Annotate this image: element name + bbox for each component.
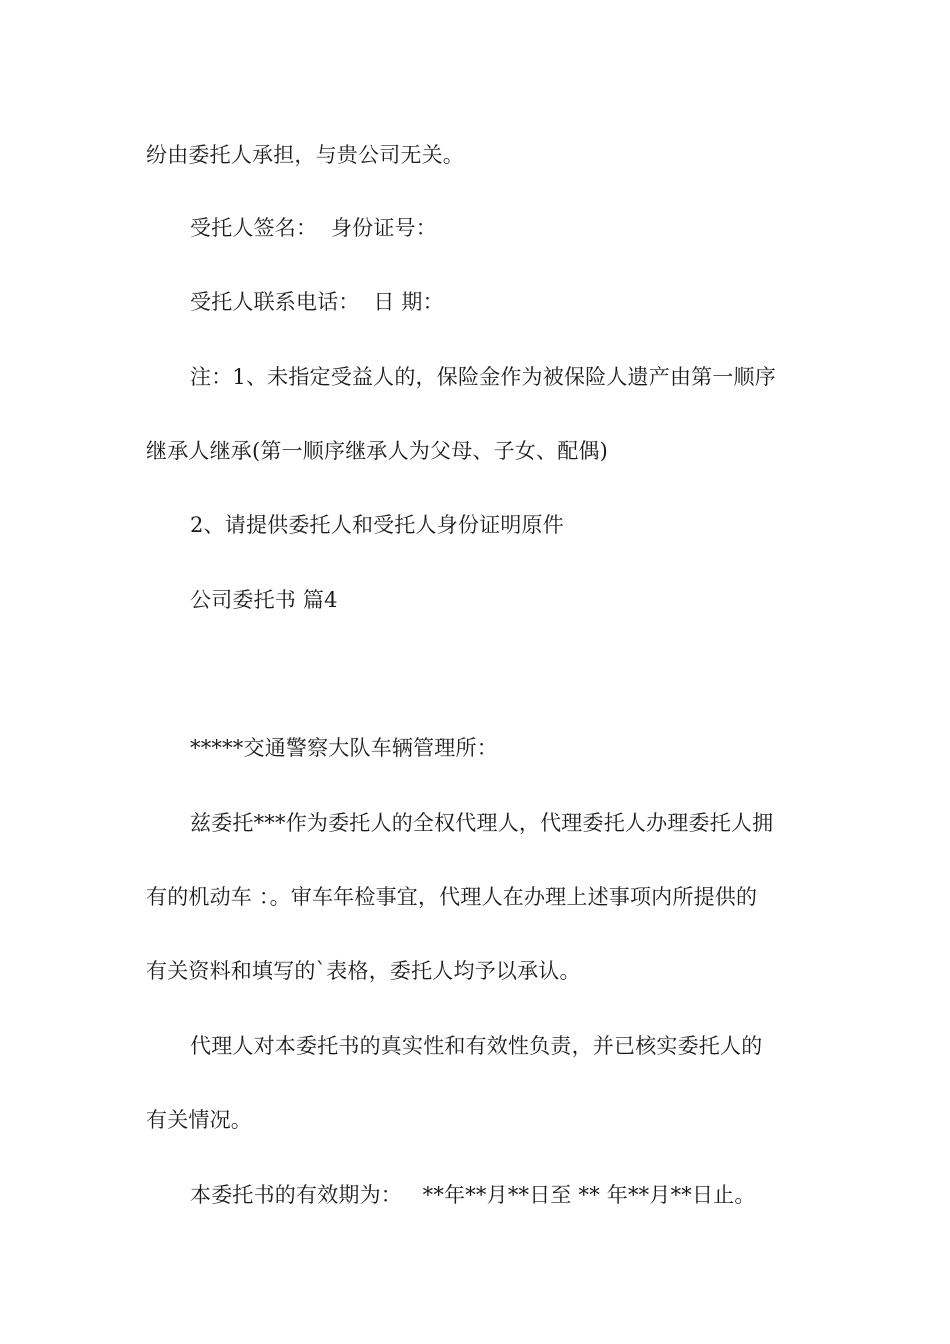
trustee-signature-line: 受托人签名： 身份证号：: [190, 216, 437, 240]
note-line-2: 2、请提供委托人和受托人身份证明原件: [190, 513, 564, 537]
addressee-line: *****交通警察大队车辆管理所：: [190, 736, 498, 760]
paragraph-line: 有的机动车 ：。审车年检事宜，代理人在办理上述事项内所提供的: [146, 885, 758, 909]
section-heading: 公司委托书 篇4: [190, 588, 338, 612]
paragraph-line: 有关情况。: [146, 1108, 252, 1132]
paragraph-line: 兹委托***作为委托人的全权代理人，代理委托人办理委托人拥: [190, 811, 774, 835]
validity-period-line: 本委托书的有效期为： **年**月**日至 ** 年**月**日止。: [190, 1183, 756, 1207]
trustee-phone-date-line: 受托人联系电话： 日 期：: [190, 290, 444, 314]
paragraph-line: 有关资料和填写的`表格，委托人均予以承认。: [146, 959, 581, 983]
note-line-1-continuation: 继承人继承(第一顺序继承人为父母、子女、配偶): [146, 439, 608, 463]
note-line-1: 注：1、未指定受益人的，保险金作为被保险人遗产由第一顺序: [190, 365, 776, 389]
paragraph-line: 代理人对本委托书的真实性和有效性负责，并已核实委托人的: [190, 1034, 763, 1058]
paragraph-line-continuation: 纷由委托人承担，与贵公司无关。: [146, 143, 464, 167]
